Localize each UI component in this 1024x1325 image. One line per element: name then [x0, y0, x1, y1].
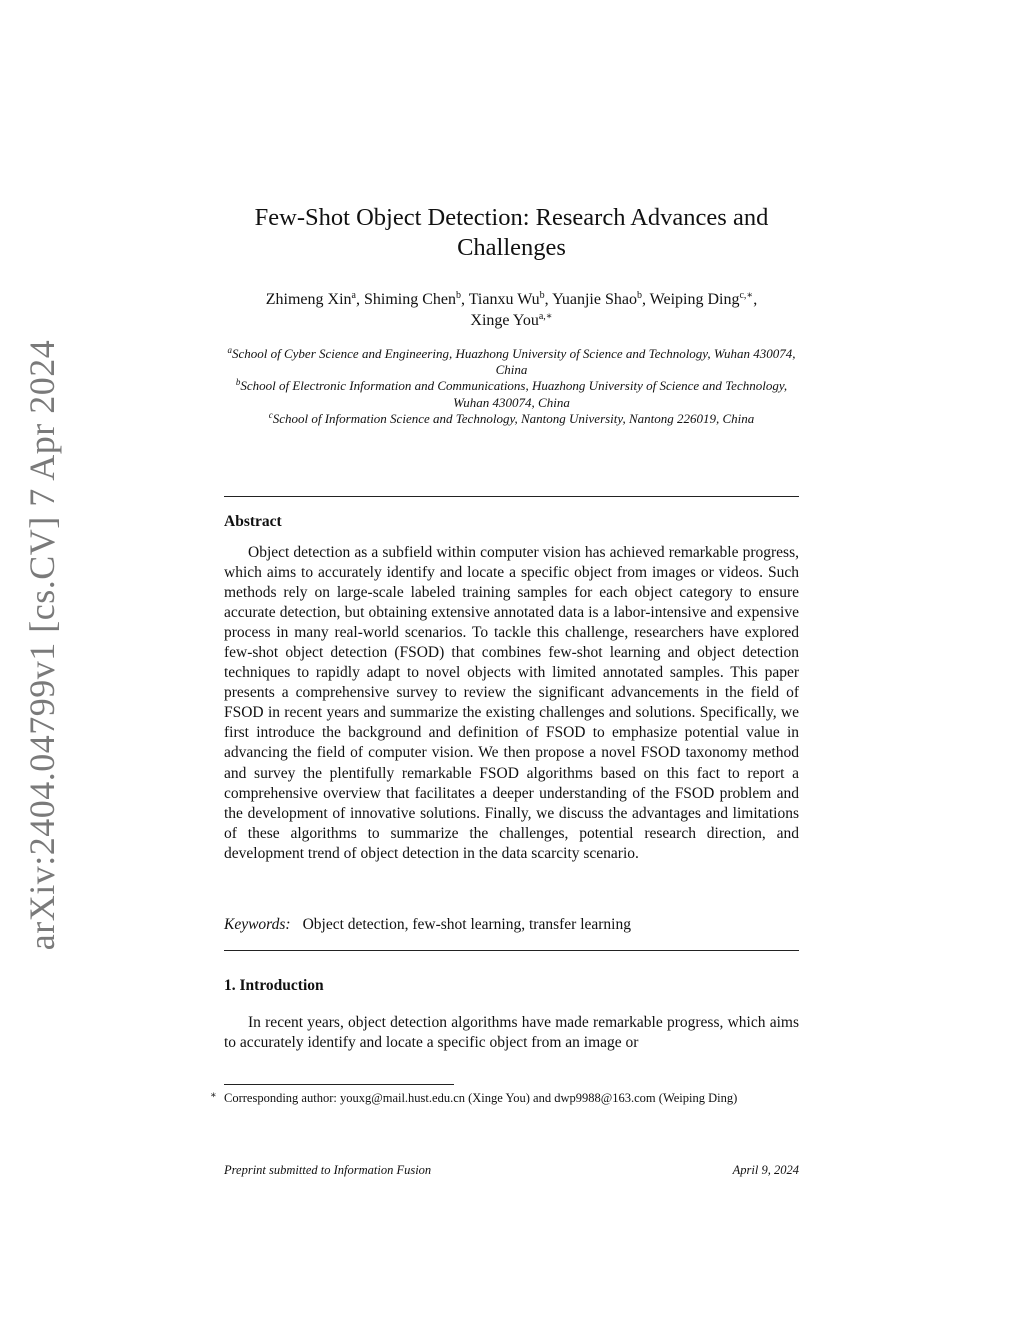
keywords-line: [224, 915, 799, 935]
keywords-label: Keywords:: [224, 916, 291, 933]
author-affiliation-mark: a,∗: [538, 311, 553, 322]
author-item: [469, 291, 552, 308]
affiliation-text: School of Electronic Information and Communications, Huazhong University of Science and Technology, Wuhan 430074, China: [240, 378, 788, 410]
abstract-top-rule: [224, 496, 799, 497]
author-name: Xinge You: [470, 312, 539, 329]
affiliation-text: School of Cyber Science and Engineering, Huazhong University of Science and Technology, Wuhan 430074, China: [232, 346, 796, 378]
author-separator: ,: [355, 291, 364, 308]
abstract-text: Object detection as a subfield within computer vision has achieved remarkable progress, which aims to accurately identify and locate a specific object from images or videos. Such methods rely on large-scale labeled training samples for each object category to ensure accurate detection, but obtaining extensive annotated data is a labor-intensive and expensive process in many real-world scenarios. To tackle this challenge, researchers have explored few-shot object detection (FSOD) that combines few-shot learning and object detection techniques to rapidly adapt to novel objects with limited annotated samples. This paper presents a comprehensive survey to review the significant advancements in the field of FSOD in recent years and summarize the existing challenges and solutions. Specifically, we first introduce the background and definition of FSOD to emphasize potential value in advancing the field of computer vision. We then propose a novel FSOD taxonomy method and survey the plentifully remarkable FSOD algorithms based on this fact to report a comprehensive overview that facilitates a deeper understanding of the FSOD problem and the development of innovative solutions. Finally, we discuss the advantages and limitations of these algorithms to summarize the challenges, potential research direction, and development trend of object detection in the data scarcity scenario.: [224, 544, 799, 862]
footnote-rule: [224, 1084, 454, 1085]
author-name: Weiping Ding: [649, 291, 740, 308]
author-affiliation-mark: b: [636, 290, 642, 301]
author-name: Yuanjie Shao: [552, 291, 637, 308]
affiliation-item: [224, 346, 799, 378]
author-item: [650, 291, 758, 308]
author-affiliation-mark: b: [539, 290, 545, 301]
author-name: Zhimeng Xin: [265, 291, 352, 308]
author-separator: ,: [461, 291, 469, 308]
author-separator: ,: [641, 291, 650, 308]
author-item: [470, 312, 552, 329]
author-list: [224, 289, 799, 331]
author-name: Shiming Chen: [363, 291, 456, 308]
corresponding-author-footnote: [210, 1090, 799, 1106]
affiliation-text: School of Information Science and Technology, Nantong University, Nantong 226019, China: [272, 410, 755, 426]
preprint-notice: Preprint submitted to Information Fusion: [224, 1163, 432, 1177]
keywords-text: Object detection, few-shot learning, transfer learning: [302, 916, 631, 933]
affiliation-mark: b: [235, 377, 241, 388]
affiliation-mark: a: [227, 345, 232, 355]
affiliation-item: [224, 411, 799, 427]
author-item: [552, 291, 650, 308]
preprint-date: April 9, 2024: [732, 1163, 799, 1177]
introduction-text: In recent years, object detection algorithms have made remarkable progress, which aims to accurately identify and locate a specific object from an image or: [224, 1014, 799, 1052]
abstract-bottom-rule: [224, 950, 799, 951]
footnote-mark: ∗: [210, 1090, 217, 1101]
affiliation-list: [224, 346, 799, 427]
author-name: Tianxu Wu: [468, 291, 540, 308]
author-affiliation-mark: a: [351, 290, 356, 301]
author-affiliation-mark: b: [456, 290, 461, 301]
footnote-text: Corresponding author: youxg@mail.hust.edu.cn (Xinge You) and dwp9988@163.com (Weiping Ding): [224, 1091, 738, 1105]
paper-title: Few-Shot Object Detection: Research Advances and Challenges: [254, 204, 769, 261]
author-item: [364, 291, 469, 308]
arxiv-identifier-stamp: arXiv:2404.04799v1 [cs.CV] 7 Apr 2024: [22, 339, 62, 951]
author-affiliation-mark: c,∗: [739, 290, 754, 301]
author-separator: ,: [544, 291, 553, 308]
abstract-heading: Abstract: [224, 513, 282, 530]
affiliation-item: [224, 378, 799, 410]
section-heading-introduction: 1. Introduction: [224, 977, 324, 994]
affiliation-mark: c: [268, 409, 273, 420]
author-separator: ,: [753, 291, 758, 308]
author-item: [266, 291, 364, 308]
